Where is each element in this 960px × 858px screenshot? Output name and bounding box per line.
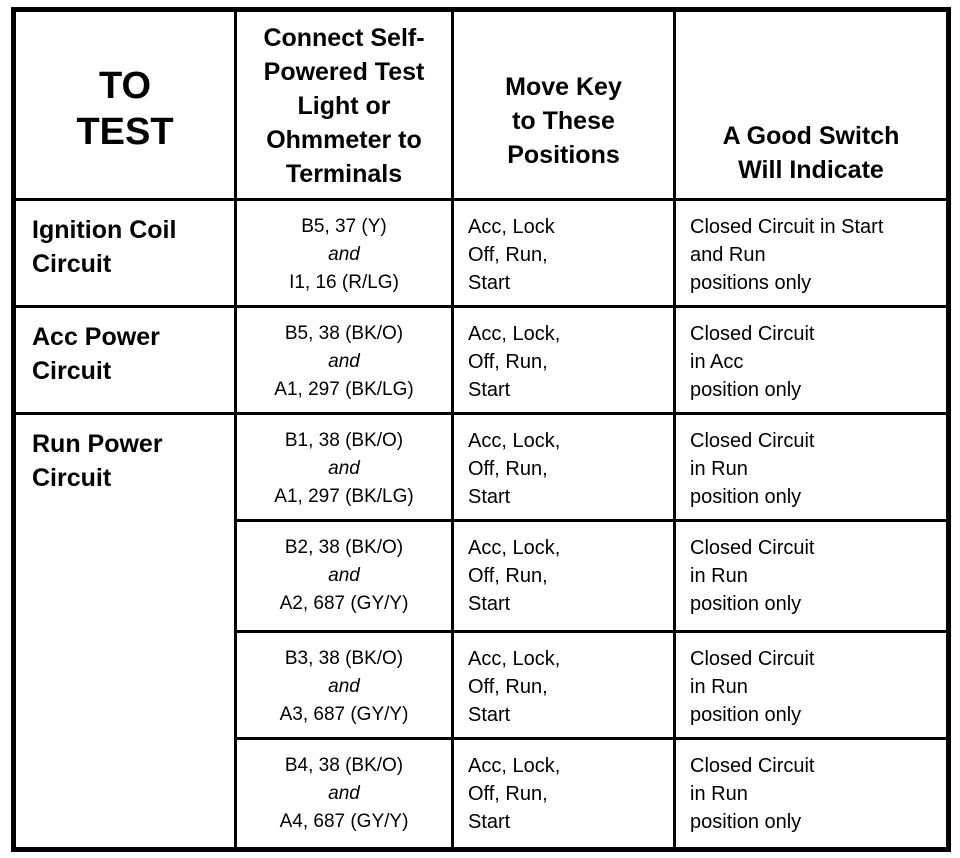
switch-test-table	[11, 7, 951, 852]
positions-cell: Acc, Lock, Off, Run, Start	[453, 521, 675, 632]
indication-cell: Closed Circuit in Run position only	[675, 739, 949, 850]
positions-cell: Acc, Lock, Off, Run, Start	[453, 307, 675, 414]
indication-cell: Closed Circuit in Run position only	[675, 413, 949, 521]
indication-cell: Closed Circuit in Run position only	[675, 521, 949, 632]
indication-cell: Closed Circuit in Start and Run positions only	[675, 199, 949, 307]
header-good-switch: A Good Switch Will Indicate	[675, 10, 949, 200]
header-row	[14, 10, 949, 200]
circuit-acc-power: Acc Power Circuit	[14, 307, 236, 414]
terminals-cell: B3, 38 (BK/O) and A3, 687 (GY/Y)	[236, 631, 453, 739]
table-row	[14, 413, 949, 521]
table-row	[14, 199, 949, 307]
indication-cell: Closed Circuit in Run position only	[675, 631, 949, 739]
terminals-cell: B5, 37 (Y) and I1, 16 (R/LG)	[236, 199, 453, 307]
positions-cell: Acc, Lock, Off, Run, Start	[453, 413, 675, 521]
terminals-cell: B4, 38 (BK/O) and A4, 687 (GY/Y)	[236, 739, 453, 850]
terminals-cell: B2, 38 (BK/O) and A2, 687 (GY/Y)	[236, 521, 453, 632]
header-connect-terminals: Connect Self- Powered Test Light or Ohmmeter to Terminals	[236, 10, 453, 200]
circuit-ignition-coil: Ignition Coil Circuit	[14, 199, 236, 307]
positions-cell: Acc, Lock, Off, Run, Start	[453, 739, 675, 850]
table-row	[14, 307, 949, 414]
positions-cell: Acc, Lock Off, Run, Start	[453, 199, 675, 307]
header-move-key: Move Key to These Positions	[453, 10, 675, 200]
indication-cell: Closed Circuit in Acc position only	[675, 307, 949, 414]
circuit-run-power: Run Power Circuit	[14, 413, 236, 849]
header-to-test: TO TEST	[14, 10, 236, 200]
positions-cell: Acc, Lock, Off, Run, Start	[453, 631, 675, 739]
terminals-cell: B5, 38 (BK/O) and A1, 297 (BK/LG)	[236, 307, 453, 414]
terminals-cell: B1, 38 (BK/O) and A1, 297 (BK/LG)	[236, 413, 453, 521]
